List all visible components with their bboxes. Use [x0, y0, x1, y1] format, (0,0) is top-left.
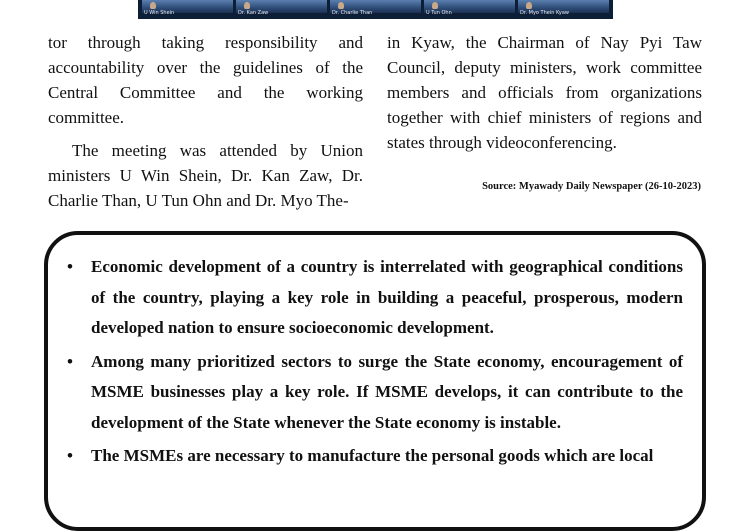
caption-row	[142, 10, 609, 16]
list-item	[63, 252, 683, 344]
right-paragraph-1: in Kyaw, the Chairman of Nay Pyi Taw Council, deputy ministers, work committee members and officials from organizations together with chief ministers of regions and states through videoconferencing.	[387, 33, 702, 152]
left-paragraph-1: tor through taking responsibility and accountability over the guidelines of the Central Committee and the working committee.	[48, 33, 363, 127]
bullet-icon: •	[67, 446, 73, 465]
bullet-text: Economic development of a country is interrelated with geographical conditions of the country, playing a key role in building a peaceful, prosperous, modern developed nation to ensure socioeconomic development.	[91, 257, 683, 337]
key-points-list	[63, 252, 683, 475]
right-column	[387, 30, 702, 155]
thumbnail-caption: U Win Shein	[144, 10, 175, 16]
bullet-icon: •	[67, 351, 73, 371]
source-citation: Source: Myawady Daily Newspaper (26-10-2023)	[482, 181, 701, 192]
thumbnail-caption: Dr. Myo Thein Kyaw	[520, 10, 570, 16]
thumbnail-caption: U Tun Ohn	[426, 10, 452, 16]
thumbnail-caption: Dr. Kan Zaw	[238, 10, 269, 16]
bullet-text: The MSMEs are necessary to manufacture the personal goods which are local	[91, 446, 654, 465]
list-item	[63, 441, 683, 472]
thumbnail-caption: Dr. Charlie Than	[332, 10, 373, 16]
bullet-icon: •	[67, 257, 73, 276]
list-item	[63, 347, 683, 439]
bullet-text: Among many prioritized sectors to surge the State economy, encouragement of MSME businesses play a key role. If MSME develops, it can contribute to the development of the State whenever the State economy is instable.	[91, 351, 683, 432]
left-column	[48, 30, 363, 213]
videoconference-photo	[138, 0, 613, 19]
left-paragraph-2: The meeting was attended by Union ministers U Win Shein, Dr. Kan Zaw, Dr. Charlie Than, U Tun Ohn and Dr. Myo The-	[48, 141, 363, 210]
